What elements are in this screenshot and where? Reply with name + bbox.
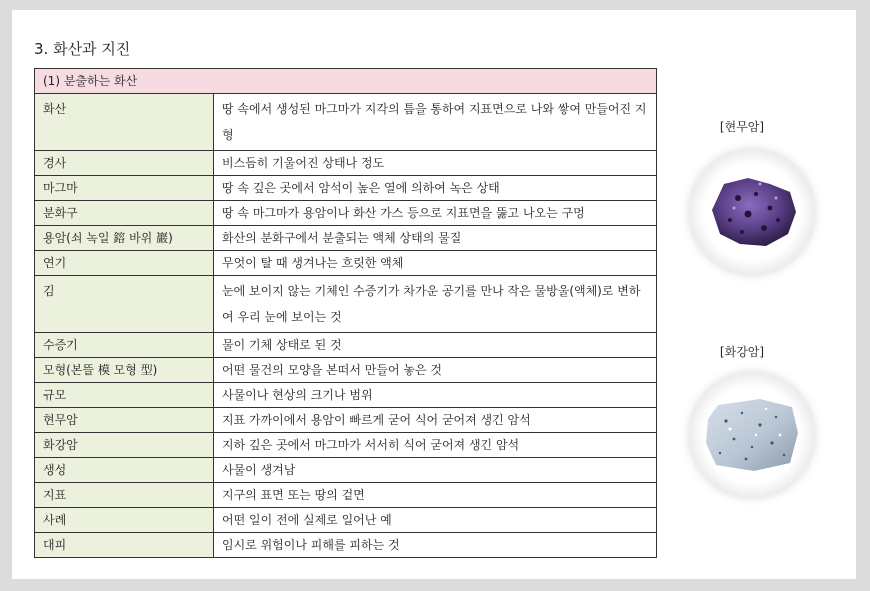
definition-cell: 비스듬히 기울어진 상태나 정도 [214,151,657,176]
definition-cell: 눈에 보이지 않는 기체인 수증기가 차가운 공기를 만나 작은 물방울(액체)로 변하여 우리 눈에 보이는 것 [214,276,657,333]
table-row [35,458,657,483]
table-row [35,251,657,276]
definition-cell: 땅 속에서 생성된 마그마가 지각의 틈을 통하여 지표면으로 나와 쌓여 만들어진 지형 [214,94,657,151]
term-cell: 경사 [35,151,214,176]
table-row [35,508,657,533]
term-cell: 사례 [35,508,214,533]
definition-cell: 지표 가까이에서 용암이 빠르게 굳어 식어 굳어져 생긴 암석 [214,408,657,433]
table-row [35,533,657,558]
table-row [35,94,657,151]
definition-cell: 지하 깊은 곳에서 마그마가 서서히 식어 굳어져 생긴 암석 [214,433,657,458]
basalt-photo [690,150,814,274]
table-header: (1) 분출하는 화산 [35,69,657,94]
basalt-label: [현무암] [719,120,765,134]
definition-cell: 임시로 위험이나 피해를 피하는 것 [214,533,657,558]
term-cell: 연기 [35,251,214,276]
definition-cell: 화산의 분화구에서 분출되는 액체 상태의 물질 [214,226,657,251]
term-cell: 현무암 [35,408,214,433]
term-cell: 김 [35,276,214,333]
definition-cell: 땅 속 마그마가 용암이나 화산 가스 등으로 지표면을 뚫고 나오는 구멍 [214,201,657,226]
term-cell: 화강암 [35,433,214,458]
granite-photo [690,373,814,497]
granite-label: [화강암] [719,345,765,359]
definition-cell: 사물이 생겨남 [214,458,657,483]
granite-rock-icon [690,373,814,497]
definition-cell: 어떤 일이 전에 실제로 일어난 예 [214,508,657,533]
term-cell: 분화구 [35,201,214,226]
table-row [35,151,657,176]
table-header-row [35,69,657,94]
table-row [35,433,657,458]
term-cell: 대피 [35,533,214,558]
definition-cell: 사물이나 현상의 크기나 범위 [214,383,657,408]
basalt-rock-icon [690,150,814,274]
section-title: 3. 화산과 지진 [34,40,131,58]
table-row [35,333,657,358]
definition-cell: 물이 기체 상태로 된 것 [214,333,657,358]
table-row [35,226,657,251]
definition-cell: 무엇이 탈 때 생겨나는 흐릿한 액체 [214,251,657,276]
definition-cell: 어떤 물건의 모양을 본떠서 만들어 놓은 것 [214,358,657,383]
term-cell: 모형(본뜰 模 모형 型) [35,358,214,383]
term-cell: 수증기 [35,333,214,358]
table-row [35,176,657,201]
vocabulary-table [34,68,657,558]
term-cell: 생성 [35,458,214,483]
term-cell: 규모 [35,383,214,408]
term-cell: 마그마 [35,176,214,201]
table-row [35,408,657,433]
table-row [35,201,657,226]
definition-cell: 땅 속 깊은 곳에서 암석이 높은 열에 의하여 녹은 상태 [214,176,657,201]
term-cell: 화산 [35,94,214,151]
table-row [35,383,657,408]
table-row [35,358,657,383]
table-row [35,483,657,508]
document-page [12,10,856,579]
definition-cell: 지구의 표면 또는 땅의 겉면 [214,483,657,508]
term-cell: 용암(쇠 녹일 鎔 바위 巖) [35,226,214,251]
table-row [35,276,657,333]
term-cell: 지표 [35,483,214,508]
